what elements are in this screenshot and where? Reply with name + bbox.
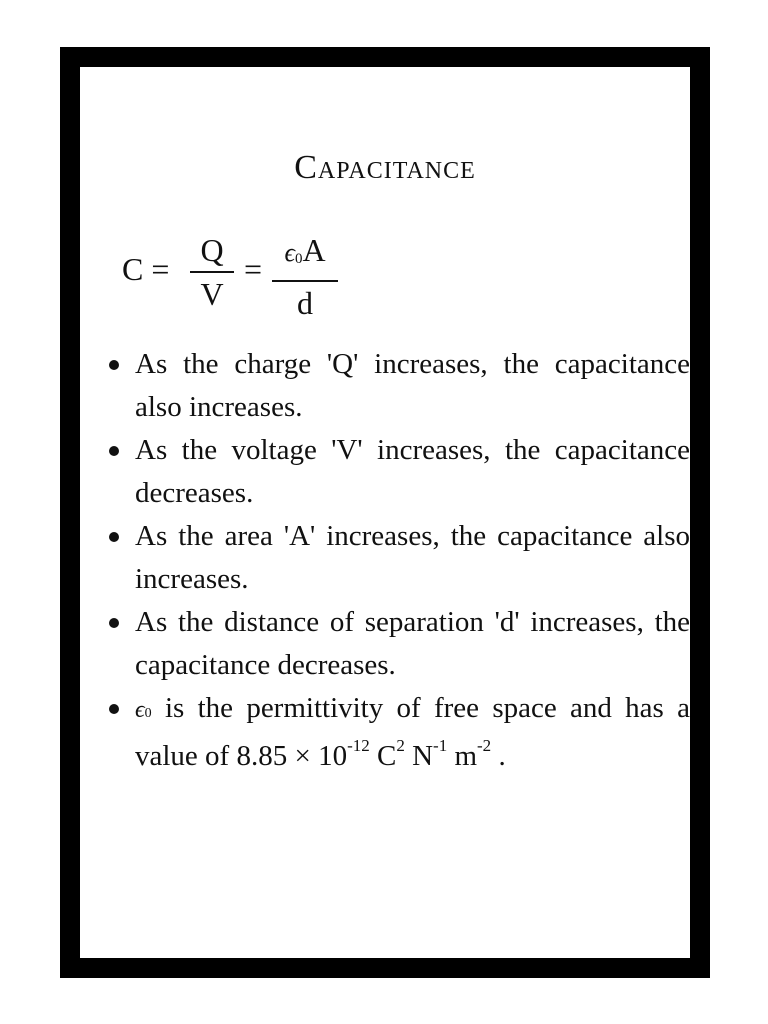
fraction-eps-a-over-d — [272, 231, 338, 322]
capacitance-formula — [122, 227, 422, 321]
list-item — [105, 429, 690, 515]
bullet-dot-icon — [109, 360, 119, 370]
bullet-dot-icon — [109, 618, 119, 628]
unit-text: C — [369, 740, 397, 772]
exponent: -12 — [347, 736, 370, 755]
epsilon-subscript: 0 — [294, 251, 303, 267]
unit-text: N — [404, 740, 434, 772]
list-item — [105, 601, 690, 687]
bullet-dot-icon — [109, 532, 119, 542]
page-title: Capacitance — [294, 149, 476, 186]
page-frame — [60, 47, 710, 978]
list-item — [105, 687, 690, 778]
bullet-dot-icon — [109, 446, 119, 456]
fraction-bar — [272, 280, 338, 282]
bullet-list — [105, 343, 690, 778]
list-item-text: is the permittivity of free space and has a value of 8.85 × 10 — [135, 692, 690, 772]
fraction-bar — [190, 271, 234, 273]
numerator-area: A — [302, 232, 326, 268]
list-item-text: As the voltage 'V' increases, the capacitance decreases. — [135, 434, 690, 509]
fraction-denominator: V — [200, 276, 224, 312]
list-item-text: As the distance of separation 'd' increases, the capacitance decreases. — [135, 606, 690, 681]
list-item — [105, 343, 690, 429]
epsilon-subscript: 0 — [144, 706, 152, 721]
fraction-numerator — [272, 231, 338, 278]
epsilon-symbol: ϵ — [135, 697, 145, 723]
fraction-q-over-v — [190, 231, 234, 313]
list-item-text: As the area 'A' increases, the capacitance also increases. — [135, 520, 690, 595]
bullet-dot-icon — [109, 704, 119, 714]
formula-lhs: C = — [122, 251, 170, 287]
unit-text: . — [491, 740, 506, 772]
fraction-denominator: d — [297, 285, 313, 321]
exponent: -2 — [477, 736, 492, 755]
epsilon-symbol: ϵ — [284, 238, 295, 267]
unit-text: m — [447, 740, 478, 772]
exponent: 2 — [396, 736, 405, 755]
fraction-numerator: Q — [200, 232, 224, 268]
exponent: -1 — [433, 736, 448, 755]
list-item-text: As the charge 'Q' increases, the capacitance also increases. — [135, 348, 690, 423]
formula-equals: = — [244, 251, 263, 287]
list-item — [105, 515, 690, 601]
